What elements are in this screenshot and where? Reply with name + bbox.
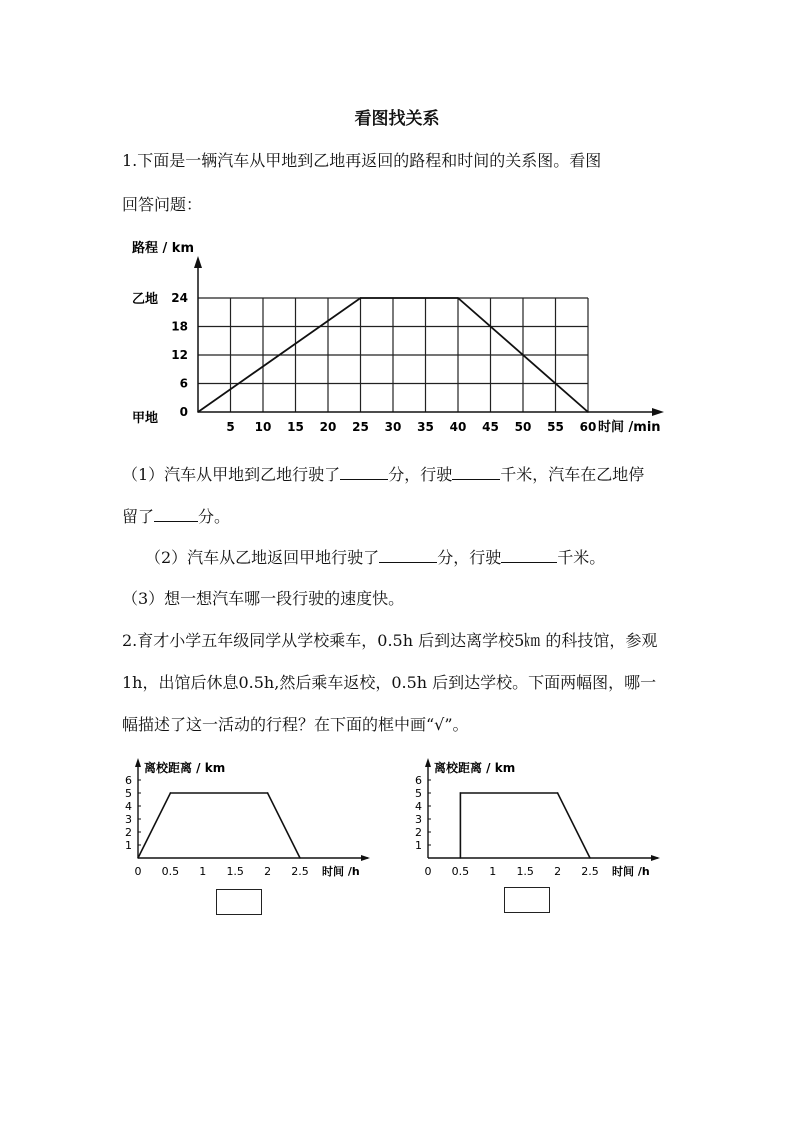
q1-sub1-line1 bbox=[122, 462, 644, 485]
x-axis-label: 时间 /min bbox=[598, 420, 661, 435]
y-axis-label: 路程 / km bbox=[132, 241, 194, 256]
y-category-top: 乙地 bbox=[132, 292, 159, 307]
data-point bbox=[360, 297, 362, 299]
y-tick-label: 5 bbox=[415, 787, 422, 800]
y-tick-label: 1 bbox=[415, 839, 422, 852]
y-tick-label: 1 bbox=[125, 839, 132, 852]
data-point bbox=[587, 411, 589, 413]
x-tick-label: 2.5 bbox=[291, 865, 309, 878]
data-point bbox=[137, 857, 138, 858]
answer-checkbox-option-b[interactable] bbox=[504, 887, 550, 913]
data-point bbox=[299, 857, 300, 858]
series-line bbox=[138, 793, 300, 858]
x-tick-label: 0.5 bbox=[161, 865, 180, 878]
y-axis-arrow bbox=[194, 256, 202, 268]
y-axis-arrow bbox=[135, 758, 141, 767]
y-category-bottom: 甲地 bbox=[132, 411, 159, 426]
data-point bbox=[589, 857, 590, 858]
data-point bbox=[267, 792, 268, 793]
x-tick-label: 2.5 bbox=[581, 865, 599, 878]
page-title: 看图找关系 bbox=[354, 109, 440, 129]
answer-blank-3[interactable] bbox=[154, 507, 198, 522]
q2-line1: 2.育才小学五年级同学从学校乘车，0.5h 后到达离学校5㎞ 的科技馆，参观 bbox=[122, 631, 658, 650]
x-tick-label: 15 bbox=[287, 420, 304, 434]
y-tick-label: 3 bbox=[125, 813, 132, 826]
answer-blank-1[interactable] bbox=[340, 465, 388, 480]
x-tick-label: 30 bbox=[384, 420, 402, 434]
x-tick-label: 35 bbox=[417, 420, 434, 434]
x-tick-label: 2 bbox=[264, 865, 272, 878]
q1-sub1-text-a: （1）汽车从甲地到乙地行驶了 bbox=[122, 465, 341, 484]
x-tick-label: 0.5 bbox=[451, 865, 470, 878]
x-axis-arrow bbox=[652, 408, 664, 416]
q1-sub1-line2 bbox=[122, 504, 230, 527]
x-tick-label: 25 bbox=[352, 420, 369, 434]
x-tick-label: 1 bbox=[489, 865, 497, 878]
q1-sub1-text-c: 千米，汽车在乙地停 bbox=[500, 465, 645, 484]
x-tick-label: 50 bbox=[514, 420, 532, 434]
y-tick-label: 0 bbox=[179, 405, 188, 419]
x-axis-arrow bbox=[651, 855, 660, 861]
x-tick-label: 0 bbox=[424, 865, 432, 878]
x-tick-label: 0 bbox=[134, 865, 142, 878]
q1-sub2-text-a: （2）汽车从乙地返回甲地行驶了 bbox=[145, 548, 380, 567]
x-tick-label: 1 bbox=[199, 865, 207, 878]
x-axis-arrow bbox=[361, 855, 370, 861]
y-tick-label: 24 bbox=[171, 291, 188, 305]
distance-time-chart-option-b bbox=[408, 755, 678, 885]
x-tick-label: 10 bbox=[254, 420, 272, 434]
y-axis-arrow bbox=[425, 758, 431, 767]
answer-blank-4[interactable] bbox=[379, 548, 437, 563]
y-tick-label: 2 bbox=[415, 826, 422, 839]
x-tick-label: 40 bbox=[449, 420, 467, 434]
x-tick-label: 5 bbox=[226, 420, 235, 434]
answer-blank-2[interactable] bbox=[452, 465, 500, 480]
y-tick-label: 12 bbox=[171, 348, 188, 362]
x-axis-label: 时间 /h bbox=[612, 865, 650, 878]
x-tick-label: 60 bbox=[579, 420, 597, 434]
data-point bbox=[197, 411, 199, 413]
q1-sub2 bbox=[145, 545, 605, 568]
y-axis-label: 离校距离 / km bbox=[144, 761, 226, 775]
q2-line3: 幅描述了这一活动的行程？在下面的框中画“√”。 bbox=[122, 715, 469, 734]
x-tick-label: 55 bbox=[547, 420, 564, 434]
data-point bbox=[457, 297, 459, 299]
series-line bbox=[460, 793, 590, 858]
y-tick-label: 6 bbox=[179, 376, 188, 391]
data-point bbox=[557, 792, 558, 793]
data-point bbox=[460, 857, 461, 858]
distance-time-chart bbox=[118, 232, 678, 442]
q1-sub2-text-b: 分，行驶 bbox=[437, 548, 502, 567]
q1-sub1b-text-a: 留了 bbox=[122, 507, 155, 526]
q2-line2: 1h，出馆后休息0.5h,然后乘车返校，0.5h 后到达学校。下面两幅图，哪一 bbox=[122, 673, 657, 692]
answer-blank-5[interactable] bbox=[501, 548, 557, 563]
y-tick-label: 5 bbox=[125, 787, 132, 800]
y-tick-label: 4 bbox=[415, 800, 422, 813]
y-tick-label: 18 bbox=[171, 319, 188, 334]
answer-checkbox-option-a[interactable] bbox=[216, 889, 262, 915]
y-tick-label: 2 bbox=[125, 826, 132, 839]
q1-line1: 1.下面是一辆汽车从甲地到乙地再返回的路程和时间的关系图。看图 bbox=[122, 151, 602, 170]
y-axis-label: 离校距离 / km bbox=[434, 761, 516, 775]
y-tick-label: 6 bbox=[415, 774, 422, 787]
y-tick-label: 4 bbox=[125, 800, 132, 813]
distance-time-chart-option-a bbox=[118, 755, 388, 885]
q1-sub1-text-b: 分，行驶 bbox=[388, 465, 453, 484]
x-tick-label: 1.5 bbox=[226, 865, 244, 878]
x-tick-label: 20 bbox=[319, 420, 337, 434]
y-tick-label: 3 bbox=[415, 813, 422, 826]
x-tick-label: 2 bbox=[554, 865, 562, 878]
data-point bbox=[170, 792, 171, 793]
q1-sub3: （3）想一想汽车哪一段行驶的速度快。 bbox=[122, 589, 405, 608]
x-tick-label: 45 bbox=[482, 420, 499, 434]
q1-line2: 回答问题： bbox=[122, 195, 203, 214]
x-tick-label: 1.5 bbox=[516, 865, 534, 878]
y-tick-label: 6 bbox=[125, 774, 132, 787]
x-axis-label: 时间 /h bbox=[322, 865, 360, 878]
data-point bbox=[460, 792, 461, 793]
q1-sub2-text-c: 千米。 bbox=[557, 548, 606, 567]
q1-sub1b-text-b: 分。 bbox=[198, 507, 231, 526]
